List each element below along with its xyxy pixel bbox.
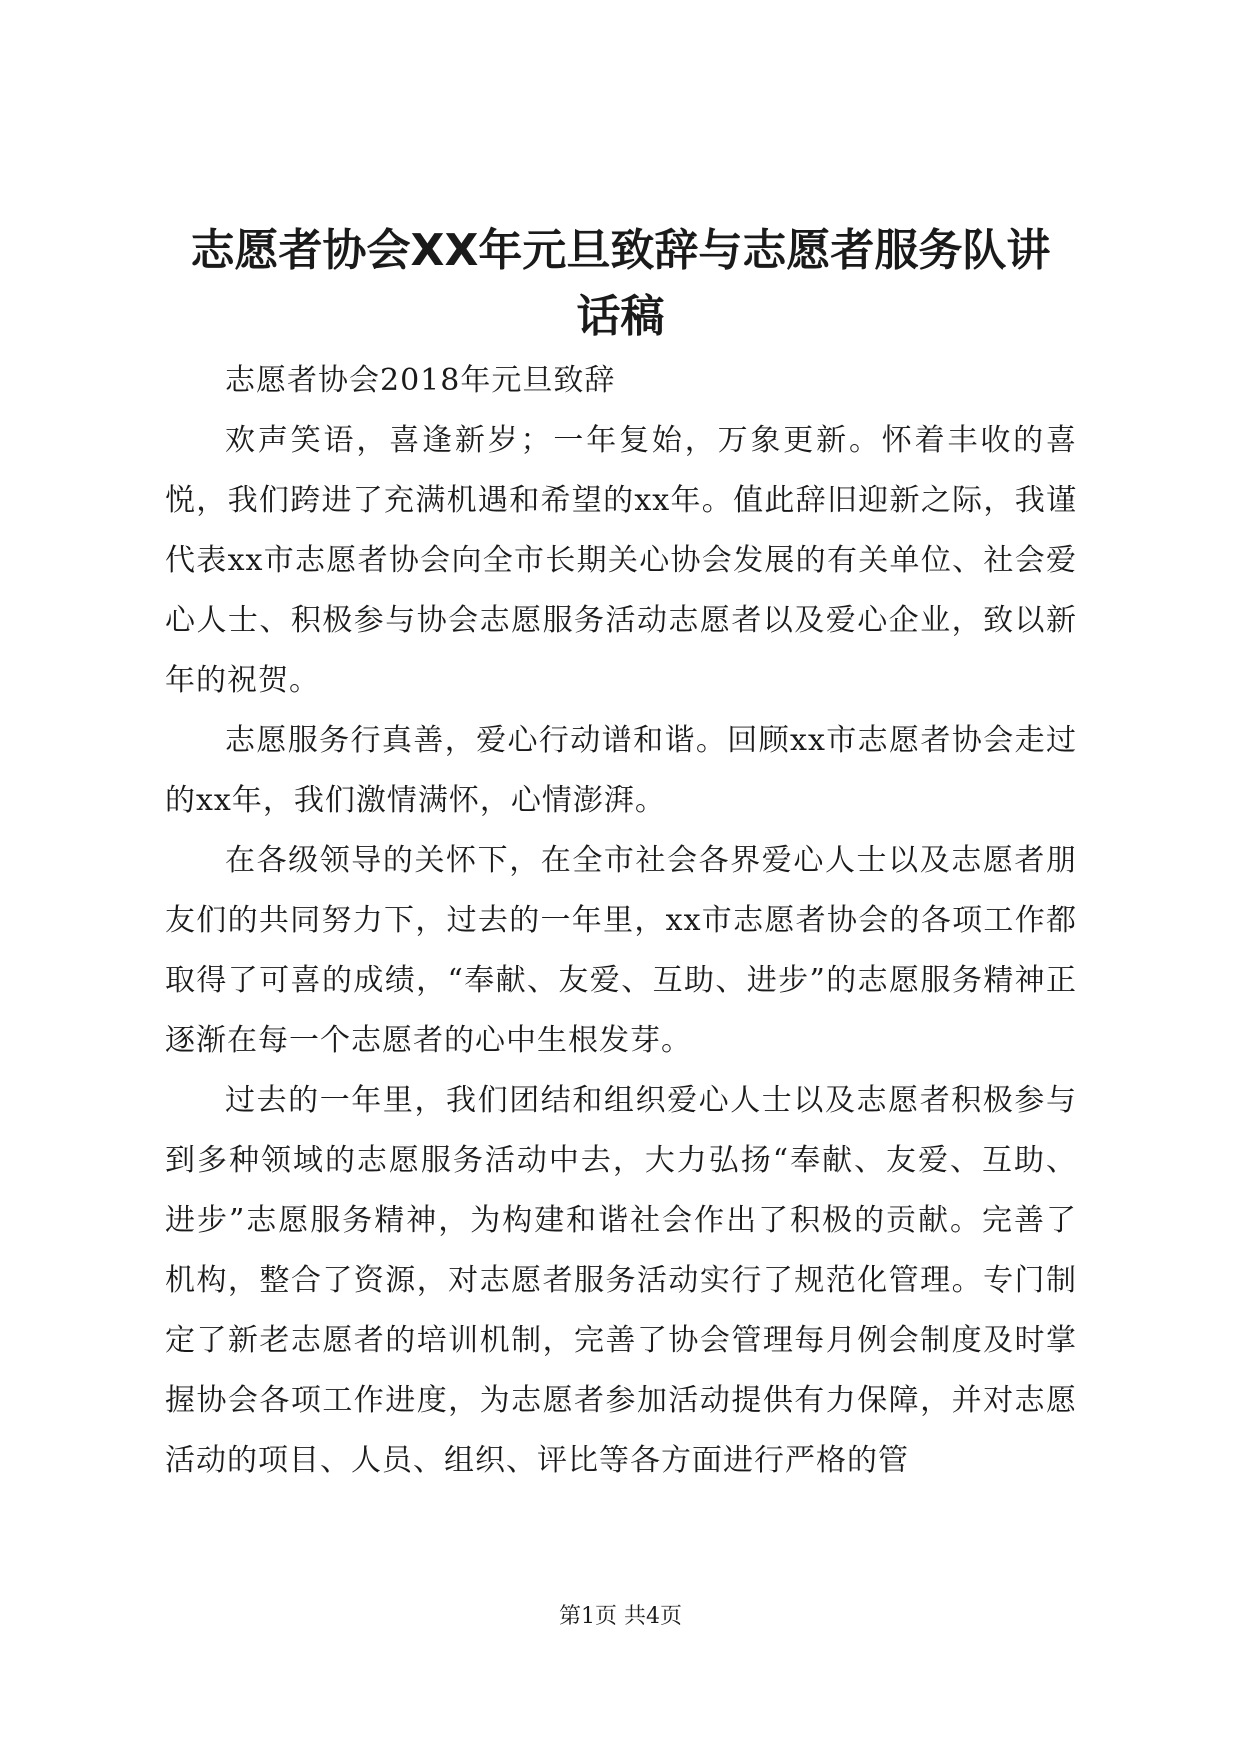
document-title bbox=[150, 218, 1091, 350]
body-paragraph: 志愿服务行真善，爱心行动谱和谐。回顾xx市志愿者协会走过的xx年，我们激情满怀，心情澎湃。 bbox=[165, 723, 1077, 818]
body-paragraph: 欢声笑语，喜逢新岁；一年复始，万象更新。怀着丰收的喜悦，我们跨进了充满机遇和希望的xx年。值此辞旧迎新之际，我谨代表xx市志愿者协会向全市长期关心协会发展的有关单位、社会爱心人士、积极参与协会志愿服务活动志愿者以及爱心企业，致以新年的祝贺。 bbox=[165, 423, 1077, 698]
title-line-1: 志愿者协会XX年元旦致辞与志愿者服务队讲 bbox=[190, 225, 1051, 276]
body-paragraph: 过去的一年里，我们团结和组织爱心人士以及志愿者积极参与到多种领域的志愿服务活动中去，大力弘扬“奉献、友爱、互助、进步”志愿服务精神，为构建和谐社会作出了积极的贡献。完善了机构，整合了资源，对志愿者服务活动实行了规范化管理。专门制定了新老志愿者的培训机制，完善了协会管理每月例会制度及时掌握协会各项工作进度，为志愿者参加活动提供有力保障，并对志愿活动的项目、人员、组织、评比等各方面进行严格的管 bbox=[165, 1083, 1077, 1478]
page-footer: 第1页 共4页 bbox=[559, 1604, 682, 1629]
subtitle-paragraph: 志愿者协会2018年元旦致辞 bbox=[225, 363, 616, 398]
body-paragraph: 在各级领导的关怀下，在全市社会各界爱心人士以及志愿者朋友们的共同努力下，过去的一年里，xx市志愿者协会的各项工作都取得了可喜的成绩，“奉献、友爱、互助、进步”的志愿服务精神正逐渐在每一个志愿者的心中生根发芽。 bbox=[165, 843, 1077, 1058]
document-body bbox=[165, 351, 1077, 1491]
title-line-2: 话稿 bbox=[576, 291, 665, 342]
